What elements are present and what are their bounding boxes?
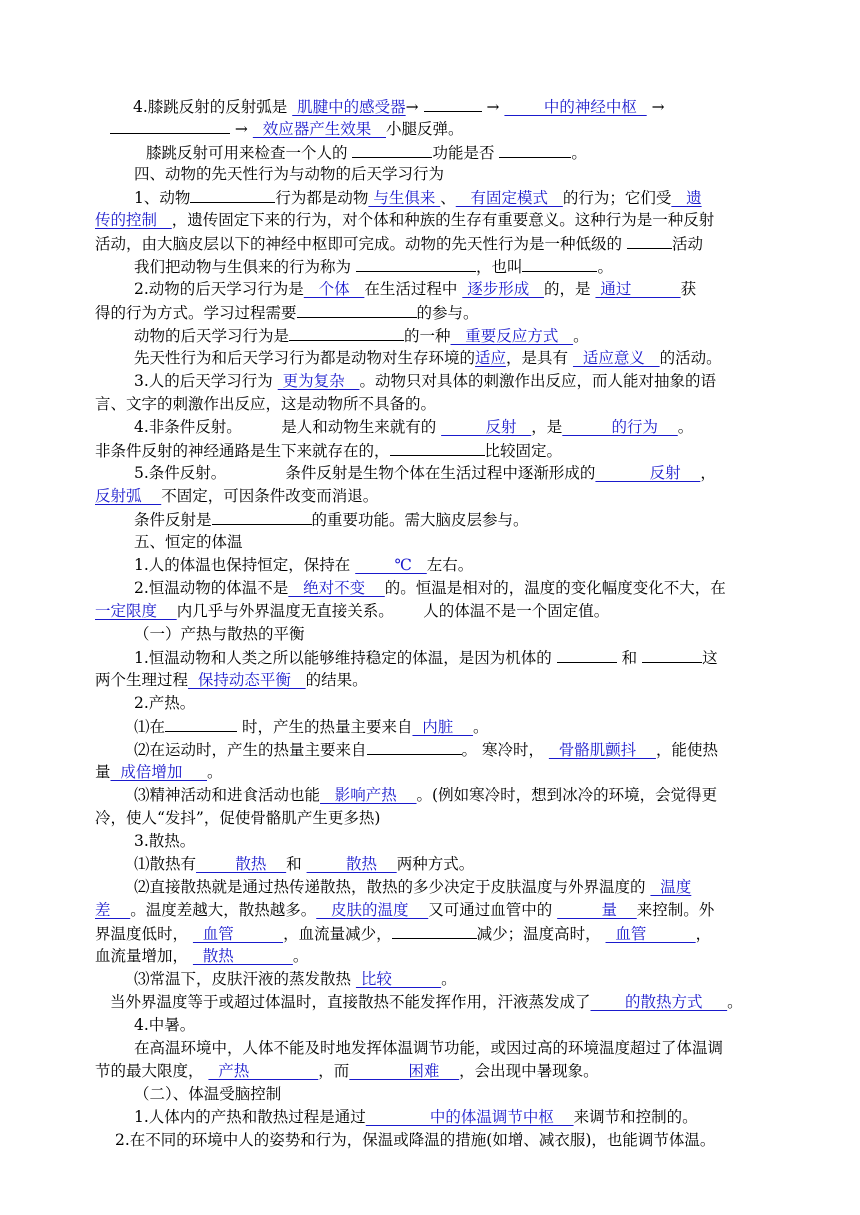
body-temp-line-3 — [95, 600, 609, 622]
heat-loss-line-3 — [95, 899, 714, 921]
blank[interactable] — [190, 186, 275, 203]
answer: 中的神经中枢 — [504, 98, 647, 116]
text: ，是具有 — [506, 349, 573, 367]
text: 来控制。外 — [636, 901, 715, 919]
text: 减少；温度高时， — [476, 925, 606, 943]
text: 这 — [702, 649, 718, 667]
text: ⑵在运动时，产生的热量主要来自 — [134, 741, 367, 759]
body-temp-line-1 — [134, 554, 473, 576]
text: 。 — [207, 763, 223, 781]
text: 。 — [677, 418, 694, 436]
answer: 效应器产生效果 — [252, 120, 386, 138]
text: 4.膝跳反射的反射弧是 — [133, 98, 293, 116]
text: 不固定，可因条件改变而消退。 — [161, 487, 379, 505]
text: ，血流量减少， — [283, 925, 392, 943]
blank[interactable] — [642, 646, 702, 663]
blank[interactable] — [390, 439, 485, 456]
text: 。 — [571, 144, 587, 162]
learned-line-1 — [134, 278, 696, 300]
text: 活动 — [671, 235, 703, 253]
text: 动物的后天学习行为是 — [134, 327, 290, 345]
answer: 逐步形成 — [462, 280, 545, 298]
text: 。 寒冷时， — [461, 741, 549, 759]
brain-control-line-2 — [115, 1129, 715, 1151]
answer: 骨骼肌颤抖 — [548, 741, 656, 759]
heat-production-line-2 — [134, 738, 718, 761]
text: 得的行为方式。学习过程需要 — [95, 304, 297, 322]
text: 。 — [292, 947, 309, 965]
balance-line-1 — [134, 646, 718, 669]
text: 2.动物的后天学习行为是 — [134, 280, 304, 298]
heat-loss-line-2 — [134, 876, 691, 898]
answer: 散热 — [306, 855, 397, 873]
text: ⑴在 — [134, 718, 166, 736]
text: 内几乎与外界温度无直接关系。 人的体温不是一个固定值。 — [176, 602, 610, 620]
answer: 反射 — [595, 464, 701, 482]
learned-line-3 — [134, 324, 589, 347]
text: 血流量增加， — [95, 947, 193, 965]
text: 的行为；它们受 — [562, 189, 672, 207]
text: 1、动物 — [134, 189, 191, 207]
answer: 与生俱来 — [368, 189, 441, 207]
conditioned-line-3 — [134, 508, 529, 531]
text: 非条件反射的神经通路是生下来就存在的， — [95, 442, 390, 460]
text: 。温度差越大，散热越多。 — [130, 901, 317, 919]
blank[interactable] — [297, 301, 417, 318]
text: 1.人体内的产热和散热过程是通过 — [134, 1108, 366, 1126]
answer: 差 — [95, 901, 131, 919]
balance-line-2 — [95, 669, 368, 691]
arrow: → — [405, 98, 424, 116]
text: 两个生理过程 — [95, 671, 189, 689]
answer: 困难 — [349, 1062, 460, 1080]
text: 的，是 — [544, 280, 596, 298]
text: 和 — [616, 649, 643, 667]
answer: 皮肤的温度 — [316, 901, 429, 919]
human-learning-line-2 — [95, 393, 436, 415]
blank[interactable] — [522, 255, 597, 272]
answer: 遗 — [671, 189, 702, 207]
arrow: → — [481, 98, 505, 116]
text: 3.人的后天学习行为 — [134, 372, 278, 390]
text: 时，产生的热量主要来自 — [237, 718, 413, 736]
human-learning-line-1 — [134, 370, 716, 392]
heat-loss-line-5 — [95, 945, 308, 967]
text: 在生活过程中 — [364, 280, 463, 298]
unconditioned-line-1 — [134, 416, 693, 438]
answer: 温度 — [650, 878, 692, 896]
answer: 肌腱中的感受器 — [292, 98, 406, 116]
answer: 量 — [557, 901, 637, 919]
heat-production-line-1 — [134, 715, 489, 738]
text: 2.在不同的环境中人的姿势和行为，保温或降温的措施(如增、减衣服)，也能调节体温。 — [115, 1131, 716, 1149]
text: 量 — [95, 763, 111, 781]
heat-production-line-5 — [95, 807, 380, 829]
reflex-arc-line — [133, 95, 670, 118]
answer: 血管 — [192, 925, 284, 943]
text: 的活动。 — [659, 349, 722, 367]
text: ，是 — [531, 418, 563, 436]
text: 5.条件反射。 条件反射是生物个体在生活过程中逐渐形成的 — [134, 464, 596, 482]
text: ，遗传固定下来的行为，对个体和种族的生存有重要意义。这种行为是一种反射 — [171, 211, 715, 229]
text: ， — [700, 464, 716, 482]
adaptation-line — [134, 347, 722, 369]
text: 。 — [473, 718, 489, 736]
text: 言、文字的刺激作出反应，这是动物所不具备的。 — [95, 395, 437, 413]
answer: 重要反应方式 — [450, 327, 574, 345]
text: 来调节和控制的。 — [573, 1108, 698, 1126]
answer: 的行为 — [562, 418, 678, 436]
heatstroke-line-1 — [134, 1037, 723, 1059]
text: 膝跳反射可用来检查一个人的 — [146, 144, 353, 162]
answer: 传的控制 — [95, 211, 172, 229]
answer: 有固定模式 — [455, 189, 563, 207]
text: 左右。 — [426, 556, 474, 574]
answer: ℃ — [355, 556, 427, 574]
arrow: → — [646, 98, 670, 116]
blank[interactable] — [627, 232, 672, 249]
text: 的结果。 — [305, 671, 368, 689]
answer: 的散热方式 — [590, 993, 728, 1011]
heading: 四、动物的先天性行为与动物的后天学习行为 — [134, 165, 445, 183]
heatstroke-line-2 — [95, 1060, 599, 1082]
innate-line-1 — [134, 186, 702, 209]
text: 4.中暑。 — [134, 1016, 196, 1034]
text: ⑶精神活动和进食活动也能 — [134, 786, 321, 804]
conditioned-line-1 — [134, 462, 716, 484]
text: ， — [695, 925, 712, 943]
heat-loss-line-1 — [134, 853, 474, 875]
text: 1.恒温动物和人类之所以能够维持稳定的体温，是因为机体的 — [134, 649, 557, 667]
conditioned-line-2 — [95, 485, 378, 507]
text: 。 — [573, 327, 589, 345]
heading: （一）产热与散热的平衡 — [134, 625, 305, 643]
blank[interactable] — [424, 95, 482, 112]
answer: 比较 — [355, 970, 442, 988]
heat-production-line-3 — [95, 761, 223, 783]
answer: 个体 — [303, 280, 365, 298]
answer: 散热 — [192, 947, 293, 965]
text: 、 — [440, 189, 456, 207]
blank[interactable] — [212, 508, 312, 525]
blank[interactable] — [557, 646, 617, 663]
text: 当外界温度等于或超过体温时，直接散热不能发挥作用，汗液蒸发成了 — [110, 993, 591, 1011]
text: 的重要功能。需大脑皮层参与。 — [311, 511, 529, 529]
text: 3.散热。 — [134, 832, 196, 850]
text: 的一种 — [404, 327, 451, 345]
answer: 成倍增加 — [110, 763, 208, 781]
heading: （二）、体温受脑控制 — [134, 1085, 282, 1103]
answer: 内脏 — [412, 718, 474, 736]
text: ⑴散热有 — [134, 855, 197, 873]
text: 的参与。 — [416, 304, 479, 322]
text: 和 — [286, 855, 307, 873]
innate-line-2 — [95, 209, 714, 231]
blank[interactable] — [165, 715, 237, 732]
blank[interactable] — [392, 922, 477, 939]
text: 4.非条件反射。 是人和动物生来就有的 — [134, 418, 442, 436]
answer: 反射 — [441, 418, 532, 436]
blank[interactable] — [499, 141, 571, 158]
text: 1.人的体温也保持恒定，保持在 — [134, 556, 356, 574]
heat-loss-line-6 — [134, 968, 457, 990]
text: 。 — [597, 258, 613, 276]
answer: 血管 — [605, 925, 696, 943]
reflex-arc-line-2 — [110, 117, 464, 140]
text: 又可通过血管中的 — [428, 901, 558, 919]
innate-line-4 — [134, 255, 613, 278]
text: 获 — [680, 280, 697, 298]
answer: 通过 — [595, 280, 681, 298]
text: 。 — [727, 993, 743, 1011]
heatstroke-heading — [134, 1014, 195, 1036]
text: ⑵直接散热就是通过热传递散热，散热的多少决定于皮肤温度与外界温度的 — [134, 878, 651, 896]
answer: 适应 — [475, 349, 507, 367]
blank[interactable] — [289, 324, 404, 341]
answer: 散热 — [196, 855, 287, 873]
answer: 保持动态平衡 — [188, 671, 306, 689]
text: 在高温环境中，人体不能及时地发挥体温调节功能，或因过高的环境温度超过了体温调 — [134, 1039, 724, 1057]
brain-control-line-1 — [134, 1106, 698, 1128]
text: 比较固定。 — [484, 442, 563, 460]
text: 2.产热。 — [134, 694, 196, 712]
section-heading-5 — [134, 531, 243, 553]
answer: 绝对不变 — [288, 579, 385, 597]
text: 。 — [441, 970, 457, 988]
answer: 反射弧 — [95, 487, 162, 505]
heat-production-line-4 — [134, 784, 717, 806]
text: 。动物只对具体的刺激作出反应，而人能对抽象的语 — [359, 372, 716, 390]
learned-line-2 — [95, 301, 479, 324]
text: 节的最大限度， — [95, 1062, 209, 1080]
text: 小腿反弹。 — [385, 120, 464, 138]
blank[interactable] — [356, 255, 476, 272]
heat-loss-line-4 — [95, 922, 711, 945]
text: 界温度低时， — [95, 925, 193, 943]
answer: 适应意义 — [572, 349, 660, 367]
text: 行为都是动物 — [275, 189, 369, 207]
answer: 更为复杂 — [277, 372, 360, 390]
text: ，会出现中暑现象。 — [459, 1062, 599, 1080]
text: 先天性行为和后天学习行为都是动物对生存环境的 — [134, 349, 476, 367]
blank[interactable] — [110, 117, 230, 134]
section-heading-4 — [134, 163, 444, 185]
heat-loss-heading — [134, 830, 195, 852]
heat-loss-line-7 — [110, 991, 743, 1013]
text: 条件反射是 — [134, 511, 212, 529]
answer: 一定限度 — [95, 602, 177, 620]
text: 功能是否 — [432, 144, 500, 162]
subsection-heading-2 — [134, 1083, 281, 1105]
heading: 五、恒定的体温 — [134, 533, 243, 551]
text: ，能使热 — [655, 741, 718, 759]
blank[interactable] — [367, 738, 462, 755]
text: 2.恒温动物的体温不是 — [134, 579, 289, 597]
answer: 影响产热 — [320, 786, 417, 804]
text: 的。恒温是相对的，温度的变化幅度变化不大，在 — [384, 579, 726, 597]
arrow: → — [230, 120, 253, 138]
heat-production-heading — [134, 692, 195, 714]
innate-line-3 — [95, 232, 703, 255]
knee-jerk-check — [146, 141, 587, 164]
answer: 产热 — [208, 1062, 319, 1080]
body-temp-line-2 — [134, 577, 726, 599]
text: ，也叫 — [475, 258, 523, 276]
text: ⑶常温下，皮肤汗液的蒸发散热 — [134, 970, 356, 988]
text: 。(例如寒冷时，想到冰冷的环境，会觉得更 — [416, 786, 718, 804]
subsection-heading-1 — [134, 623, 305, 645]
unconditioned-line-2 — [95, 439, 562, 462]
text: 两种方式。 — [396, 855, 475, 873]
text: 活动，由大脑皮层以下的神经中枢即可完成。动物的先天性行为是一种低级的 — [95, 235, 627, 253]
text: ，而 — [318, 1062, 350, 1080]
blank[interactable] — [352, 141, 432, 158]
text: 我们把动物与生俱来的行为称为 — [134, 258, 356, 276]
answer: 中的体温调节中枢 — [365, 1108, 574, 1126]
text: 冷，使人“发抖”，促使骨骼肌产生更多热) — [95, 809, 381, 827]
